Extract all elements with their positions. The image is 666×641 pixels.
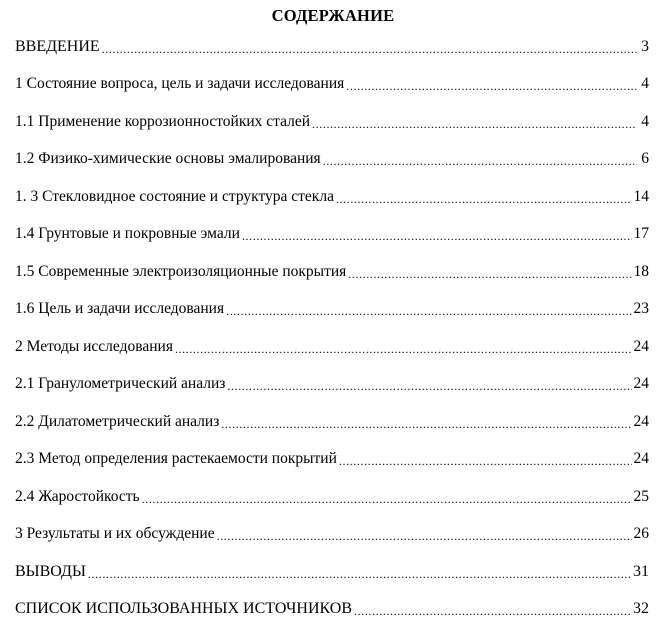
toc-entry-section-1-3[interactable] — [15, 187, 649, 207]
dot-leader — [339, 451, 632, 471]
toc-entry-page: 24 — [633, 450, 649, 468]
toc-entry-page: 6 — [641, 150, 649, 168]
toc-entry-page: 17 — [633, 225, 649, 243]
toc-entry-label: 1 Состояние вопроса, цель и задачи исследования — [15, 75, 345, 93]
toc-entry-section-1-2[interactable] — [15, 149, 649, 169]
toc-entry-page: 3 — [641, 38, 649, 55]
dot-leader — [242, 226, 632, 246]
toc-entry-section-1-5[interactable] — [15, 262, 649, 282]
dot-leader — [226, 301, 631, 321]
dot-leader — [354, 601, 631, 621]
toc-entry-page: 14 — [633, 187, 649, 205]
toc-entry-section-2-1[interactable] — [15, 374, 649, 394]
toc-entry-page: 24 — [633, 412, 649, 430]
toc-entry-page: 31 — [633, 562, 649, 580]
toc-entry-label: 1.2 Физико-химические основы эмалирования — [15, 150, 321, 168]
toc-entry-label: 2 Методы исследования — [15, 337, 173, 355]
toc-entry-section-2-3[interactable] — [15, 449, 649, 469]
dot-leader — [142, 489, 632, 509]
toc-entry-label: 2.1 Гранулометрический анализ — [15, 375, 226, 393]
toc-entry-label: 1.5 Современные электроизоляционные покрытия — [15, 262, 347, 280]
toc-entry-label: 3 Результаты и их обсуждение — [15, 525, 215, 543]
toc-entry-section-2-4[interactable] — [15, 487, 649, 507]
toc-entry-label: 2.3 Метод определения растекаемости покрытий — [15, 450, 337, 468]
toc-entry-chapter-2[interactable] — [15, 337, 649, 357]
toc-entry-introduction[interactable] — [15, 37, 649, 57]
dot-leader — [348, 264, 631, 284]
dot-leader — [323, 151, 637, 171]
dot-leader — [336, 189, 632, 209]
table-of-contents — [15, 37, 649, 637]
toc-title: СОДЕРЖАНИЕ — [271, 6, 395, 25]
toc-entry-references[interactable] — [15, 599, 649, 619]
toc-entry-section-1-1[interactable] — [15, 112, 649, 132]
dot-leader — [102, 39, 637, 59]
toc-entry-section-1-4[interactable] — [15, 224, 649, 244]
toc-entry-page: 26 — [633, 525, 649, 543]
toc-entry-page: 4 — [641, 75, 649, 93]
toc-entry-page: 24 — [633, 337, 649, 355]
toc-entry-label: 2.2 Дилатометрический анализ — [15, 412, 220, 430]
toc-entry-page: 24 — [633, 375, 649, 393]
toc-entry-label: 2.4 Жаростойкость — [15, 487, 140, 505]
toc-entry-page: 25 — [633, 487, 649, 505]
toc-entry-label: СПИСОК ИСПОЛЬЗОВАННЫХ ИСТОЧНИКОВ — [15, 600, 353, 618]
dot-leader — [88, 564, 631, 584]
toc-entry-page: 32 — [633, 600, 649, 618]
toc-entry-page: 23 — [633, 300, 649, 318]
toc-entry-label: 1. 3 Стекловидное состояние и структура стекла — [15, 187, 334, 205]
dot-leader — [217, 526, 632, 546]
dot-leader — [312, 114, 637, 134]
toc-entry-chapter-3[interactable] — [15, 524, 649, 544]
toc-entry-page: 18 — [633, 262, 649, 280]
dot-leader — [227, 376, 631, 396]
toc-entry-label: 1.6 Цель и задачи исследования — [15, 300, 225, 318]
toc-entry-conclusions[interactable] — [15, 562, 649, 582]
dot-leader — [175, 339, 632, 359]
toc-entry-section-1-6[interactable] — [15, 299, 649, 319]
dot-leader — [221, 414, 631, 434]
toc-entry-chapter-1[interactable] — [15, 74, 649, 94]
toc-entry-section-2-2[interactable] — [15, 412, 649, 432]
toc-entry-label: ВВЕДЕНИЕ — [15, 38, 100, 55]
toc-entry-label: 1.1 Применение коррозионностойких сталей — [15, 112, 311, 130]
dot-leader — [346, 76, 637, 96]
toc-entry-label: 1.4 Грунтовые и покровные эмали — [15, 225, 240, 243]
toc-entry-label: ВЫВОДЫ — [15, 562, 86, 580]
toc-entry-page: 4 — [641, 112, 649, 130]
